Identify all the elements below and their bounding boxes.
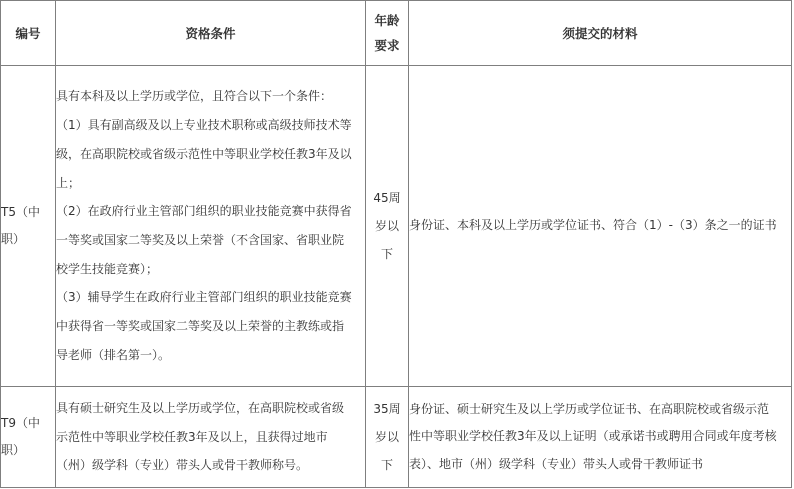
condition-line: 具有本科及以上学历或学位，且符合以下一个条件： <box>56 89 333 104</box>
header-age-line-2: 要求 <box>374 38 400 53</box>
age-line: 35周 <box>373 402 401 416</box>
row-id-line: T5（中 <box>1 205 40 219</box>
condition-line: 具有硕士研究生及以上学历或学位，在高职院校或省级 <box>56 400 345 415</box>
age-line: 岁以 <box>374 430 399 444</box>
header-age-line-1: 年龄 <box>374 13 400 28</box>
materials-line: 身份证、硕士研究生及以上学历或学位证书、在高职院校或省级示范 <box>409 401 770 416</box>
condition-line: 导老师（排名第一）。 <box>56 347 171 362</box>
row-materials-cell <box>409 66 792 387</box>
table-row <box>1 66 792 387</box>
condition-line: （2）在政府行业主管部门组织的职业技能竞赛中获得省 <box>56 204 352 219</box>
condition-line: （1）具有副高级及以上专业技术职称或高级技师技术等 <box>56 118 352 133</box>
row-condition-cell <box>56 387 366 488</box>
row-age-cell <box>366 66 409 387</box>
materials-line: 性中等职业学校任教3年及以上证明（或承诺书或聘用合同或年度考核 <box>409 429 777 444</box>
row-materials-cell <box>409 387 792 488</box>
header-condition: 资格条件 <box>56 1 366 66</box>
row-id-line: T9（中 <box>1 416 40 430</box>
table-row <box>1 387 792 488</box>
table-header-row <box>1 1 792 66</box>
condition-line: （州）级学科（专业）带头人或骨干教师称号。 <box>56 458 309 473</box>
condition-line: 示范性中等职业学校任教3年及以上，且获得过地市 <box>56 429 328 444</box>
condition-line: 上； <box>56 175 81 190</box>
header-materials: 须提交的材料 <box>409 1 792 66</box>
age-line: 下 <box>380 247 393 261</box>
row-condition-cell <box>56 66 366 387</box>
age-line: 下 <box>380 458 393 472</box>
row-id-line: 职） <box>1 232 26 246</box>
row-id-cell <box>1 66 56 387</box>
age-line: 45周 <box>373 191 401 205</box>
age-line: 岁以 <box>374 219 399 233</box>
materials-line: 身份证、本科及以上学历或学位证书、符合（1）-（3）条之一的证书 <box>409 218 777 233</box>
materials-line: 表）、地市（州）级学科（专业）带头人或骨干教师证书 <box>409 456 704 471</box>
condition-line: 校学生技能竞赛）； <box>56 261 159 276</box>
row-age-cell <box>366 387 409 488</box>
row-id-cell <box>1 387 56 488</box>
condition-line: （3）辅导学生在政府行业主管部门组织的职业技能竞赛 <box>56 290 352 305</box>
header-age <box>366 1 409 66</box>
row-id-line: 职） <box>1 443 26 457</box>
header-id: 编号 <box>1 1 56 66</box>
condition-line: 中获得省一等奖或国家二等奖及以上荣誉的主教练或指 <box>56 319 345 334</box>
condition-line: 一等奖或国家二等奖及以上荣誉（不含国家、省职业院 <box>56 233 345 247</box>
condition-line: 级，在高职院校或省级示范性中等职业学校任教3年及以 <box>56 146 352 161</box>
